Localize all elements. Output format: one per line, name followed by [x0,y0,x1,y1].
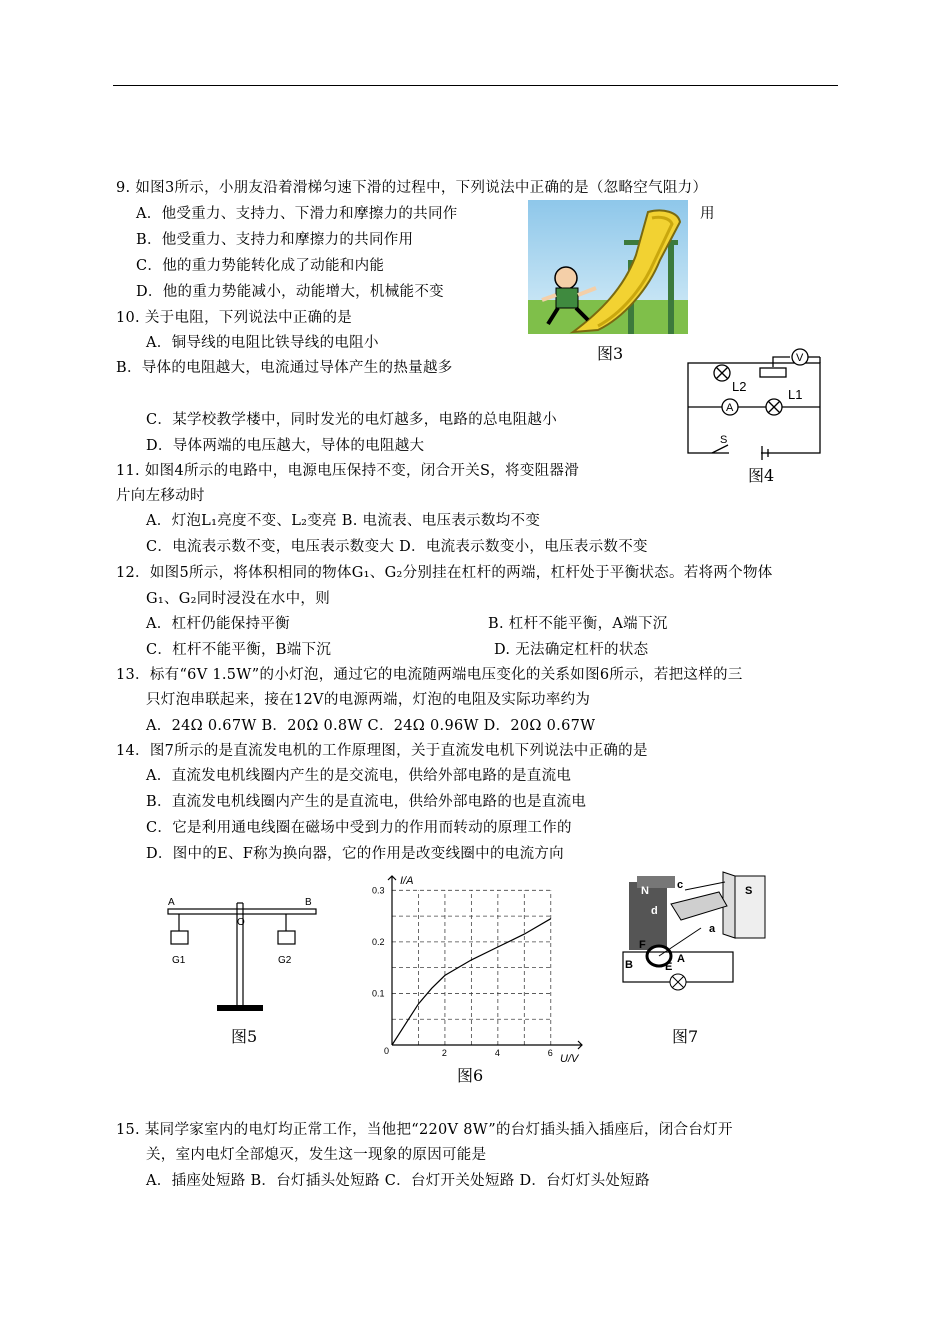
q9-option-a: A．他受重力、支持力、下滑力和摩擦力的共同作 [136,206,458,222]
fig3-slide-illustration [528,200,688,334]
q9-option-c: C．他的重力势能转化成了动能和内能 [136,258,385,274]
q14-stem: 14．图7所示的是直流发电机的工作原理图，关于直流发电机下列说法中正确的是 [116,743,648,759]
fig4-lamp1-label: L1 [788,387,803,402]
fig4-circuit-diagram [682,345,827,460]
fig5-pivot-label: O [237,917,245,928]
q13-stem-line2: 只灯泡串联起来，接在12V的电源两端，灯泡的电阻及实际功率约为 [146,692,591,708]
fig5-caption: 图5 [231,1027,258,1046]
fig7-b-label: B [625,959,633,971]
fig4-voltmeter-label: V [796,352,804,364]
q11-stem-line1: 11. 如图4所示的电路中，电源电压保持不变，闭合开关S，将变阻器滑 [116,463,580,479]
q13-options: A．24Ω 0.67W B．20Ω 0.8W C．24Ω 0.96W D．20Ω 0.67W [146,718,596,734]
q12-option-d: D. 无法确定杠杆的状态 [494,642,649,658]
q10-option-c: C．某学校教学楼中，同时发光的电灯越多，电路的总电阻越小 [146,412,557,428]
q9-option-a-tail: 用 [700,206,715,222]
fig6-caption: 图6 [457,1066,484,1085]
fig7-e-label: E [665,961,673,973]
q10-option-d: D．导体两端的电压越大，导体的电阻越大 [146,438,425,454]
q9-stem: 9. 如图3所示，小朋友沿着滑梯匀速下滑的过程中，下列说法中正确的是（忽略空气阻力） [116,180,708,196]
fig6-y-tick-label: 0.1 [372,988,385,999]
q14-option-d: D．图中的E、F称为换向器，它的作用是改变线圈中的电流方向 [146,846,564,862]
fig4-caption: 图4 [748,466,775,485]
fig6-xlabel: U/V [560,1053,579,1065]
q15-stem-line2: 关，室内电灯全部熄灭，发生这一现象的原因可能是 [146,1147,487,1163]
q12-option-b: B. 杠杆不能平衡，A端下沉 [488,616,668,632]
fig6-y-tick-label: 0.3 [372,885,385,896]
q12-option-c: C．杠杆不能平衡，B端下沉 [146,642,332,658]
header-rule [113,85,838,86]
fig7-d-label: d [651,905,658,917]
q9-option-b: B．他受重力、支持力和摩擦力的共同作用 [136,232,414,248]
q11-stem-line2: 片向左移动时 [116,488,205,504]
fig5-g1-label: G1 [172,955,186,966]
fig7-caption: 图7 [672,1027,699,1046]
fig3-caption: 图3 [597,344,624,363]
fig5-end-b-label: B [305,897,312,908]
q12-stem-line1: 12．如图5所示，将体积相同的物体G₁、G₂分别挂在杠杆的两端，杠杆处于平衡状态。若将两个物体 [116,565,773,581]
q9-option-d: D．他的重力势能减小，动能增大，机械能不变 [136,284,444,300]
fig7-a-label: a [709,923,716,935]
q10-option-a: A．铜导线的电阻比铁导线的电阻小 [146,335,379,351]
q15-stem-line1: 15. 某同学家室内的电灯均正常工作，当他把“220V 8W”的台灯插头插入插座后，闭合台灯开 [116,1122,733,1138]
q11-options-ab: A．灯泡L₁亮度不变、L₂变亮 B. 电流表、电压表示数均不变 [146,513,541,529]
q14-option-a: A．直流发电机线圈内产生的是交流电，供给外部电路的是直流电 [146,768,572,784]
fig6-y-tick-label: 0.2 [372,936,385,947]
fig7-c-label: c [677,879,684,891]
fig4-switch-label: S [720,434,728,446]
q14-option-c: C．它是利用通电线圈在磁场中受到力的作用而转动的原理工作的 [146,820,572,836]
q12-option-a: A．杠杆仍能保持平衡 [146,616,290,632]
fig5-end-a-label: A [168,897,175,908]
fig6-x-tick-label: 4 [494,1048,500,1058]
q12-stem-line2: G₁、G₂同时浸没在水中，则 [146,591,330,607]
fig6-ylabel: I/A [400,875,414,887]
fig6-origin-label: 0 [384,1046,390,1056]
fig4-ammeter-label: A [726,402,734,414]
fig7-generator-diagram [615,868,775,998]
q13-stem-line1: 13．标有“6V 1.5W”的小灯泡，通过它的电流随两端电压变化的关系如图6所示，若把这样的三 [116,667,743,683]
fig6-x-tick-label: 6 [547,1048,553,1058]
fig5-g2-label: G2 [278,955,292,966]
fig6-x-tick-label: 2 [441,1048,447,1058]
fig7-f-label: F [639,939,646,951]
q14-option-b: B．直流发电机线圈内产生的是直流电，供给外部电路的也是直流电 [146,794,587,810]
q11-options-cd: C．电流表示数不变，电压表示数变大 D．电流表示数变小，电压表示数不变 [146,539,648,555]
fig7-s-label: S [745,885,753,897]
fig7-n-label: N [641,885,649,897]
fig4-lamp2-label: L2 [732,379,747,394]
q10-stem: 10. 关于电阻，下列说法中正确的是 [116,310,353,326]
fig6-iu-chart [370,870,590,1070]
fig5-lever-diagram [160,893,320,1023]
fig7-a2-label: A [677,953,685,965]
q10-option-b: B．导体的电阻越大，电流通过导体产生的热量越多 [116,360,453,376]
q15-options: A．插座处短路 B．台灯插头处短路 C．台灯开关处短路 D．台灯灯头处短路 [146,1173,650,1189]
